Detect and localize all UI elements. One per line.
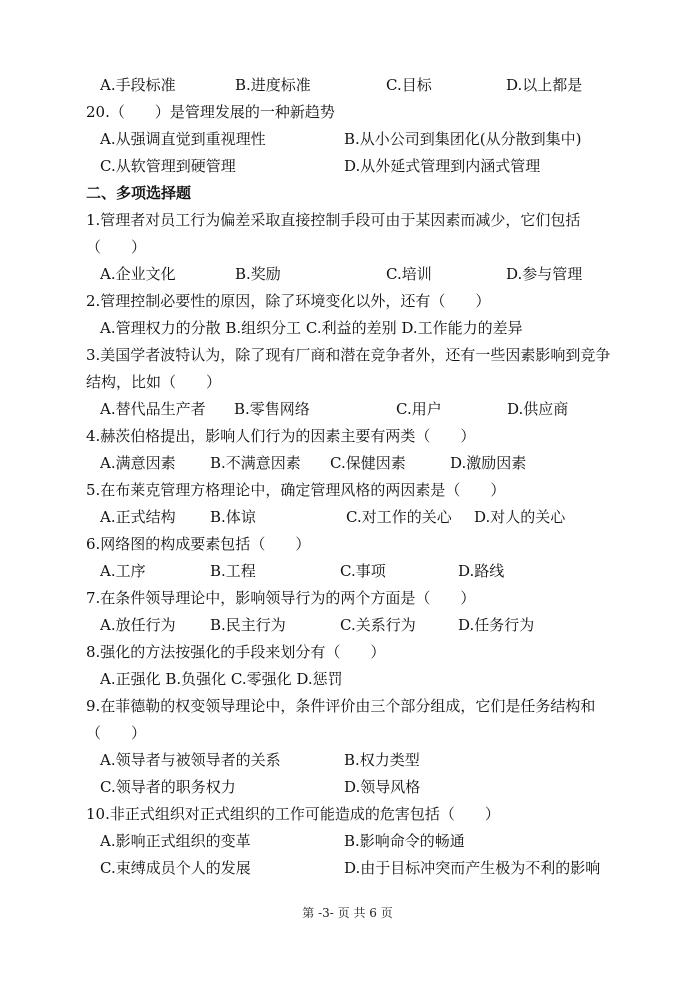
- option-c: C.用户: [396, 400, 442, 418]
- option-c: C.培训: [386, 265, 432, 283]
- m3-stem-line1: 3.美国学者波特认为，除了现有厂商和潜在竞争者外，还有一些因素影响到竞争: [86, 346, 611, 364]
- option-d: D.激励因素: [450, 454, 527, 472]
- m4-stem: 4.赫茨伯格提出，影响人们行为的因素主要有两类（ ）: [86, 427, 476, 445]
- option-a: A.正式结构: [100, 508, 176, 526]
- option-c: C.目标: [386, 76, 432, 94]
- q20-stem: 20.（ ）是管理发展的一种新趋势: [86, 103, 335, 121]
- option-b: B.体谅: [210, 508, 256, 526]
- option-b: B.进度标准: [235, 76, 311, 94]
- option-a: A.从强调直觉到重视理性: [100, 130, 266, 148]
- option-a: A.企业文化: [100, 265, 176, 283]
- m9-stem-line1: 9.在菲德勒的权变领导理论中，条件评价由三个部分组成，它们是任务结构和: [86, 697, 596, 715]
- option-b: B.零售网络: [234, 400, 310, 418]
- option-b: B.工程: [210, 562, 256, 580]
- m10-stem: 10.非正式组织对正式组织的工作可能造成的危害包括（ ）: [86, 805, 500, 823]
- option-a: A.影响正式组织的变革: [100, 832, 251, 850]
- option-d: D.领导风格: [344, 778, 421, 796]
- m9-stem-line2: （ ）: [86, 724, 147, 742]
- option-d: D.供应商: [507, 400, 569, 418]
- section-heading: 二、多项选择题: [86, 184, 192, 202]
- option-d: D.从外延式管理到内涵式管理: [344, 157, 541, 175]
- option-b: B.不满意因素: [210, 454, 301, 472]
- m6-stem: 6.网络图的构成要素包括（ ）: [86, 535, 311, 553]
- option-d: D.参与管理: [506, 265, 583, 283]
- m1-stem-line2: （ ）: [86, 238, 147, 256]
- option-b: B.影响命令的畅通: [344, 832, 465, 850]
- m3-stem-line2: 结构，比如（ ）: [86, 373, 222, 391]
- option-a: A.放任行为: [100, 616, 176, 634]
- option-c: C.束缚成员个人的发展: [100, 859, 251, 877]
- option-a: A.手段标准: [100, 76, 176, 94]
- option-b: B.民主行为: [210, 616, 286, 634]
- option-c: C.从软管理到硬管理: [100, 157, 236, 175]
- m8-options: A.正强化 B.负强化 C.零强化 D.惩罚: [100, 670, 343, 688]
- option-d: D.由于目标冲突而产生极为不利的影响: [344, 859, 601, 877]
- option-c: C.领导者的职务权力: [100, 778, 236, 796]
- option-a: A.替代品生产者: [100, 400, 206, 418]
- option-b: B.奖励: [235, 265, 281, 283]
- option-d: D.任务行为: [458, 616, 535, 634]
- option-a: A.领导者与被领导者的关系: [100, 751, 281, 769]
- m7-stem: 7.在条件领导理论中，影响领导行为的两个方面是（ ）: [86, 589, 476, 607]
- m2-options: A.管理权力的分散 B.组织分工 C.利益的差别 D.工作能力的差异: [100, 319, 523, 337]
- option-c: C.事项: [340, 562, 386, 580]
- m2-stem: 2.管理控制必要性的原因，除了环境变化以外，还有（ ）: [86, 292, 491, 310]
- option-c: C.对工作的关心: [346, 508, 452, 526]
- option-c: C.关系行为: [340, 616, 416, 634]
- option-a: A.满意因素: [100, 454, 176, 472]
- m8-stem: 8.强化的方法按强化的手段来划分有（ ）: [86, 643, 386, 661]
- option-d: D.对人的关心: [474, 508, 566, 526]
- page-footer: 第 -3- 页 共 6 页: [302, 906, 393, 920]
- option-d: D.以上都是: [506, 76, 583, 94]
- m1-stem-line1: 1.管理者对员工行为偏差采取直接控制手段可由于某因素而减少，它们包括: [86, 211, 581, 229]
- option-b: B.从小公司到集团化(从分散到集中): [344, 130, 582, 148]
- option-a: A.工序: [100, 562, 146, 580]
- option-b: B.权力类型: [344, 751, 420, 769]
- m5-stem: 5.在布莱克管理方格理论中，确定管理风格的两因素是（ ）: [86, 481, 506, 499]
- option-d: D.路线: [458, 562, 505, 580]
- option-c: C.保健因素: [330, 454, 406, 472]
